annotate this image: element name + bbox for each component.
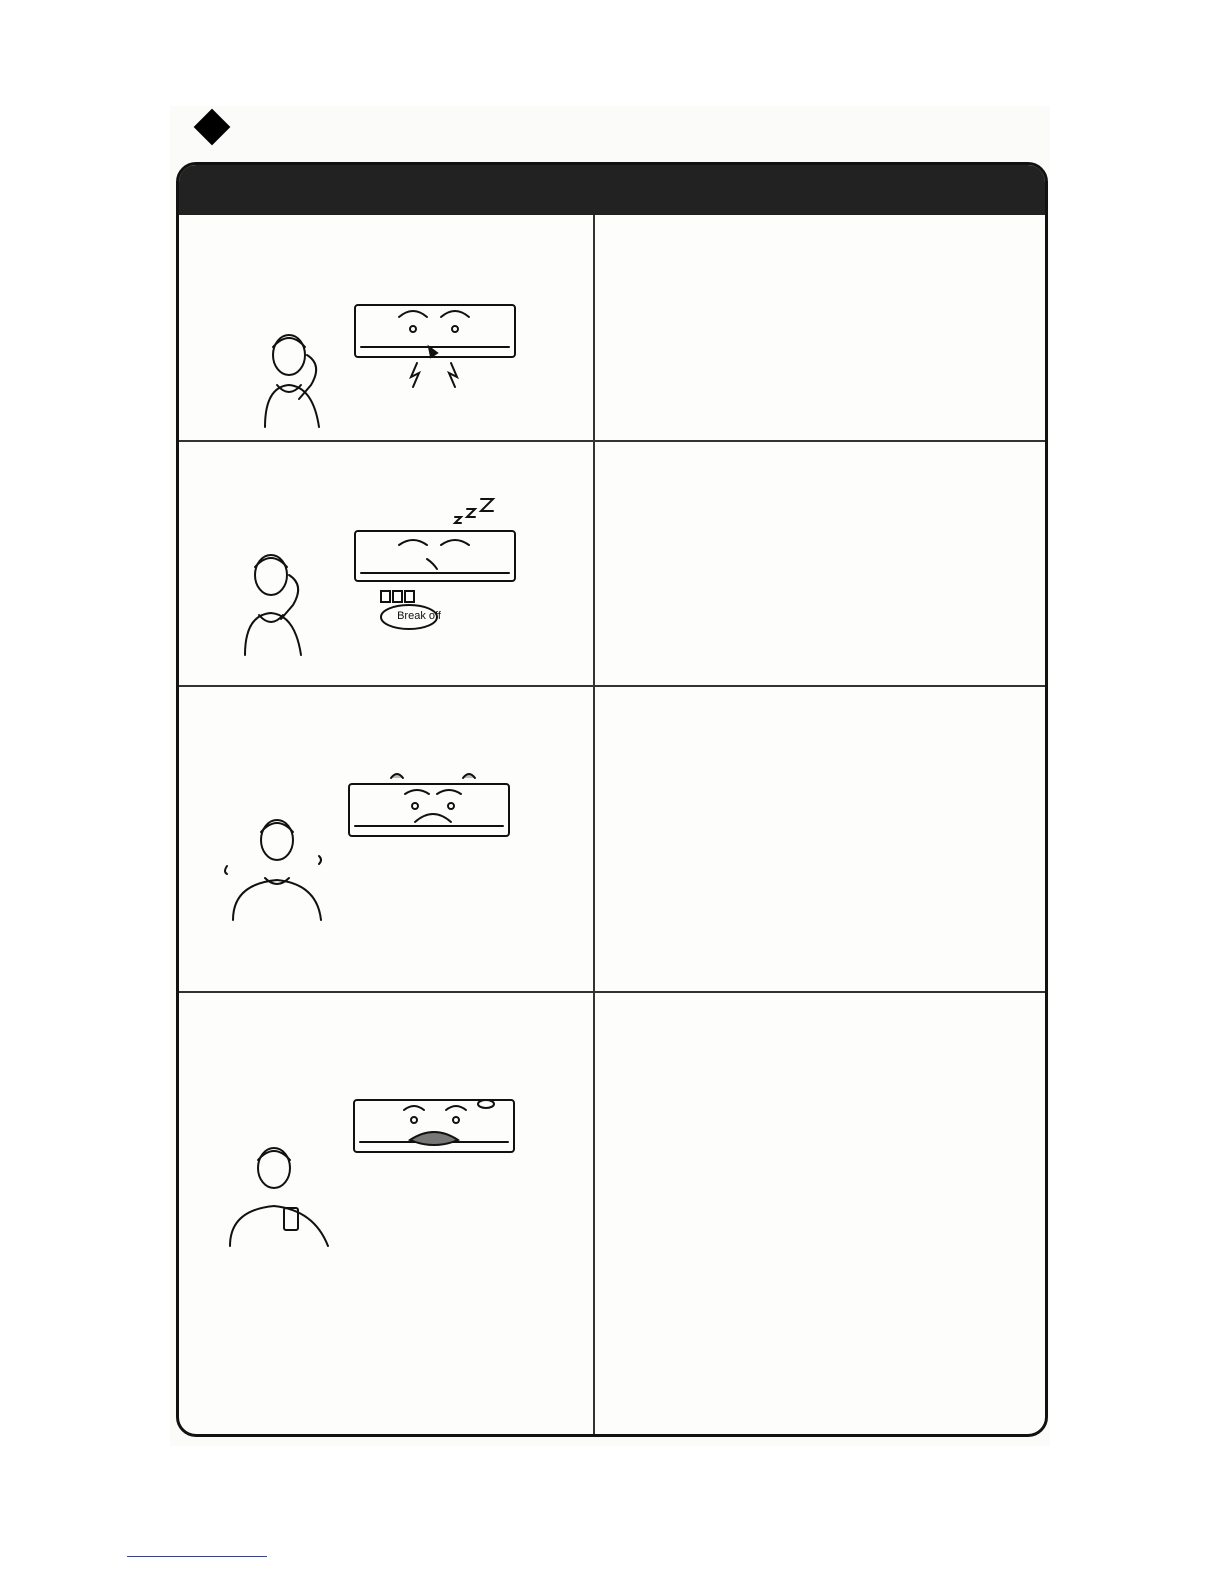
row-divider-2 — [179, 685, 1045, 687]
ac-frowning-illustration — [219, 760, 539, 925]
table-header-bar — [179, 165, 1045, 215]
break-off-label: Break off — [397, 610, 441, 622]
footer-link-underline[interactable] — [127, 1556, 267, 1557]
row-divider-1 — [179, 440, 1045, 442]
ac-blocked-vent-illustration — [224, 1090, 534, 1250]
ac-sleeping-illustration — [229, 495, 529, 660]
troubleshooting-table — [176, 162, 1048, 1437]
row-divider-3 — [179, 991, 1045, 993]
ac-sparking-illustration — [249, 295, 529, 435]
column-divider — [593, 215, 595, 1437]
